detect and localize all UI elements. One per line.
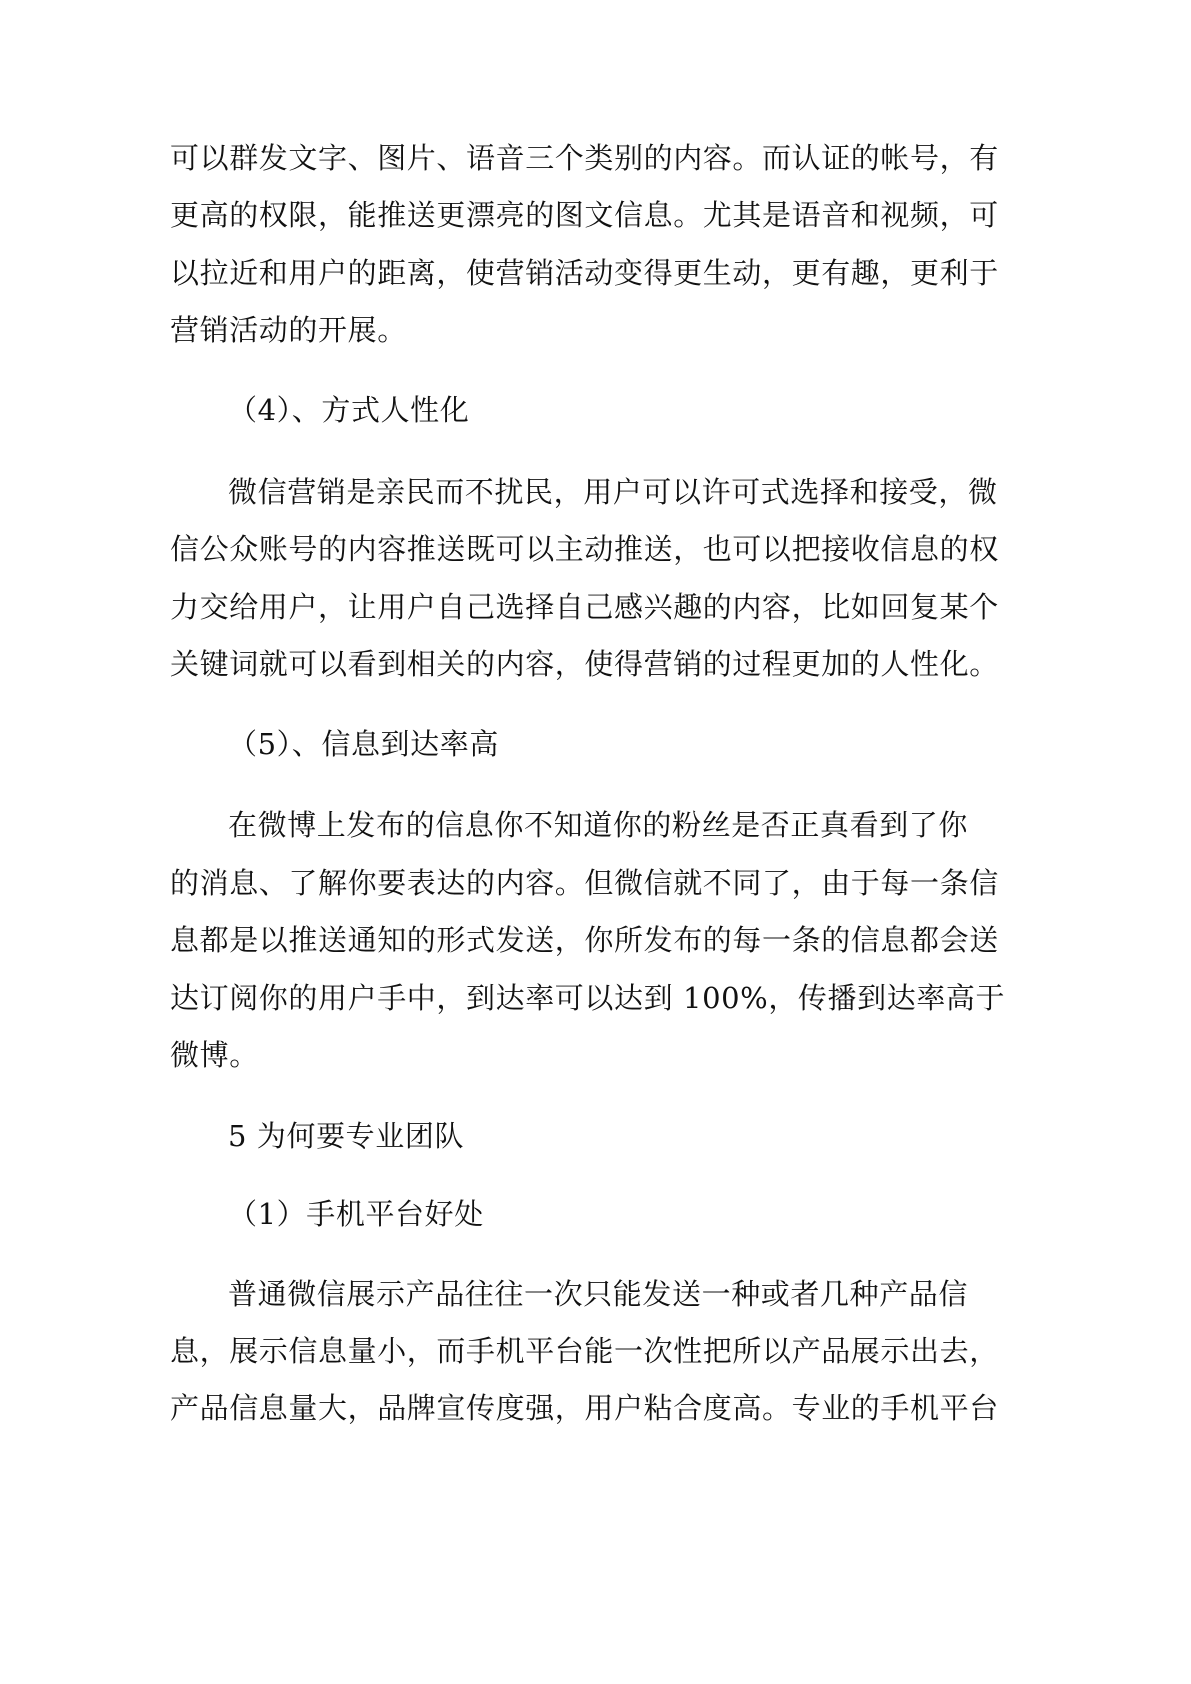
paragraph-line: 产品信息量大，品牌宣传度强，用户粘合度高。专业的手机平台: [170, 1391, 999, 1425]
paragraph-line: 微博。: [170, 1038, 259, 1072]
paragraph-line: 息都是以推送通知的形式发送，你所发布的每一条的信息都会送: [170, 923, 999, 957]
subsection-heading: （1）手机平台好处: [228, 1197, 484, 1231]
paragraph-line: 关键词就可以看到相关的内容，使得营销的过程更加的人性化。: [170, 647, 999, 681]
paragraph-line: 力交给用户，让用户自己选择自己感兴趣的内容，比如回复某个: [170, 590, 999, 624]
paragraph-line: 息，展示信息量小，而手机平台能一次性把所以产品展示出去，: [170, 1334, 999, 1368]
paragraph-line: 更高的权限，能推送更漂亮的图文信息。尤其是语音和视频，可: [170, 198, 999, 232]
paragraph-line: 的消息、了解你要表达的内容。但微信就不同了，由于每一条信: [170, 866, 999, 900]
paragraph-line: 普通微信展示产品往往一次只能发送一种或者几种产品信: [228, 1277, 969, 1311]
paragraph-line: 以拉近和用户的距离，使营销活动变得更生动，更有趣，更利于: [170, 256, 999, 290]
paragraph-line: 微信营销是亲民而不扰民，用户可以许可式选择和接受，微: [228, 475, 998, 509]
section-heading: （4）、方式人性化: [228, 393, 470, 427]
section-heading: 5 为何要专业团队: [228, 1119, 465, 1153]
paragraph-line: 在微博上发布的信息你不知道你的粉丝是否正真看到了你: [228, 808, 969, 842]
paragraph-line: 信公众账号的内容推送既可以主动推送，也可以把接收信息的权: [170, 532, 999, 566]
paragraph-line: 营销活动的开展。: [170, 313, 407, 347]
section-heading: （5）、信息到达率高: [228, 727, 499, 761]
paragraph-line: 达订阅你的用户手中，到达率可以达到 100%，传播到达率高于: [170, 981, 1006, 1015]
paragraph-line: 可以群发文字、图片、语音三个类别的内容。而认证的帐号，有: [170, 141, 999, 175]
